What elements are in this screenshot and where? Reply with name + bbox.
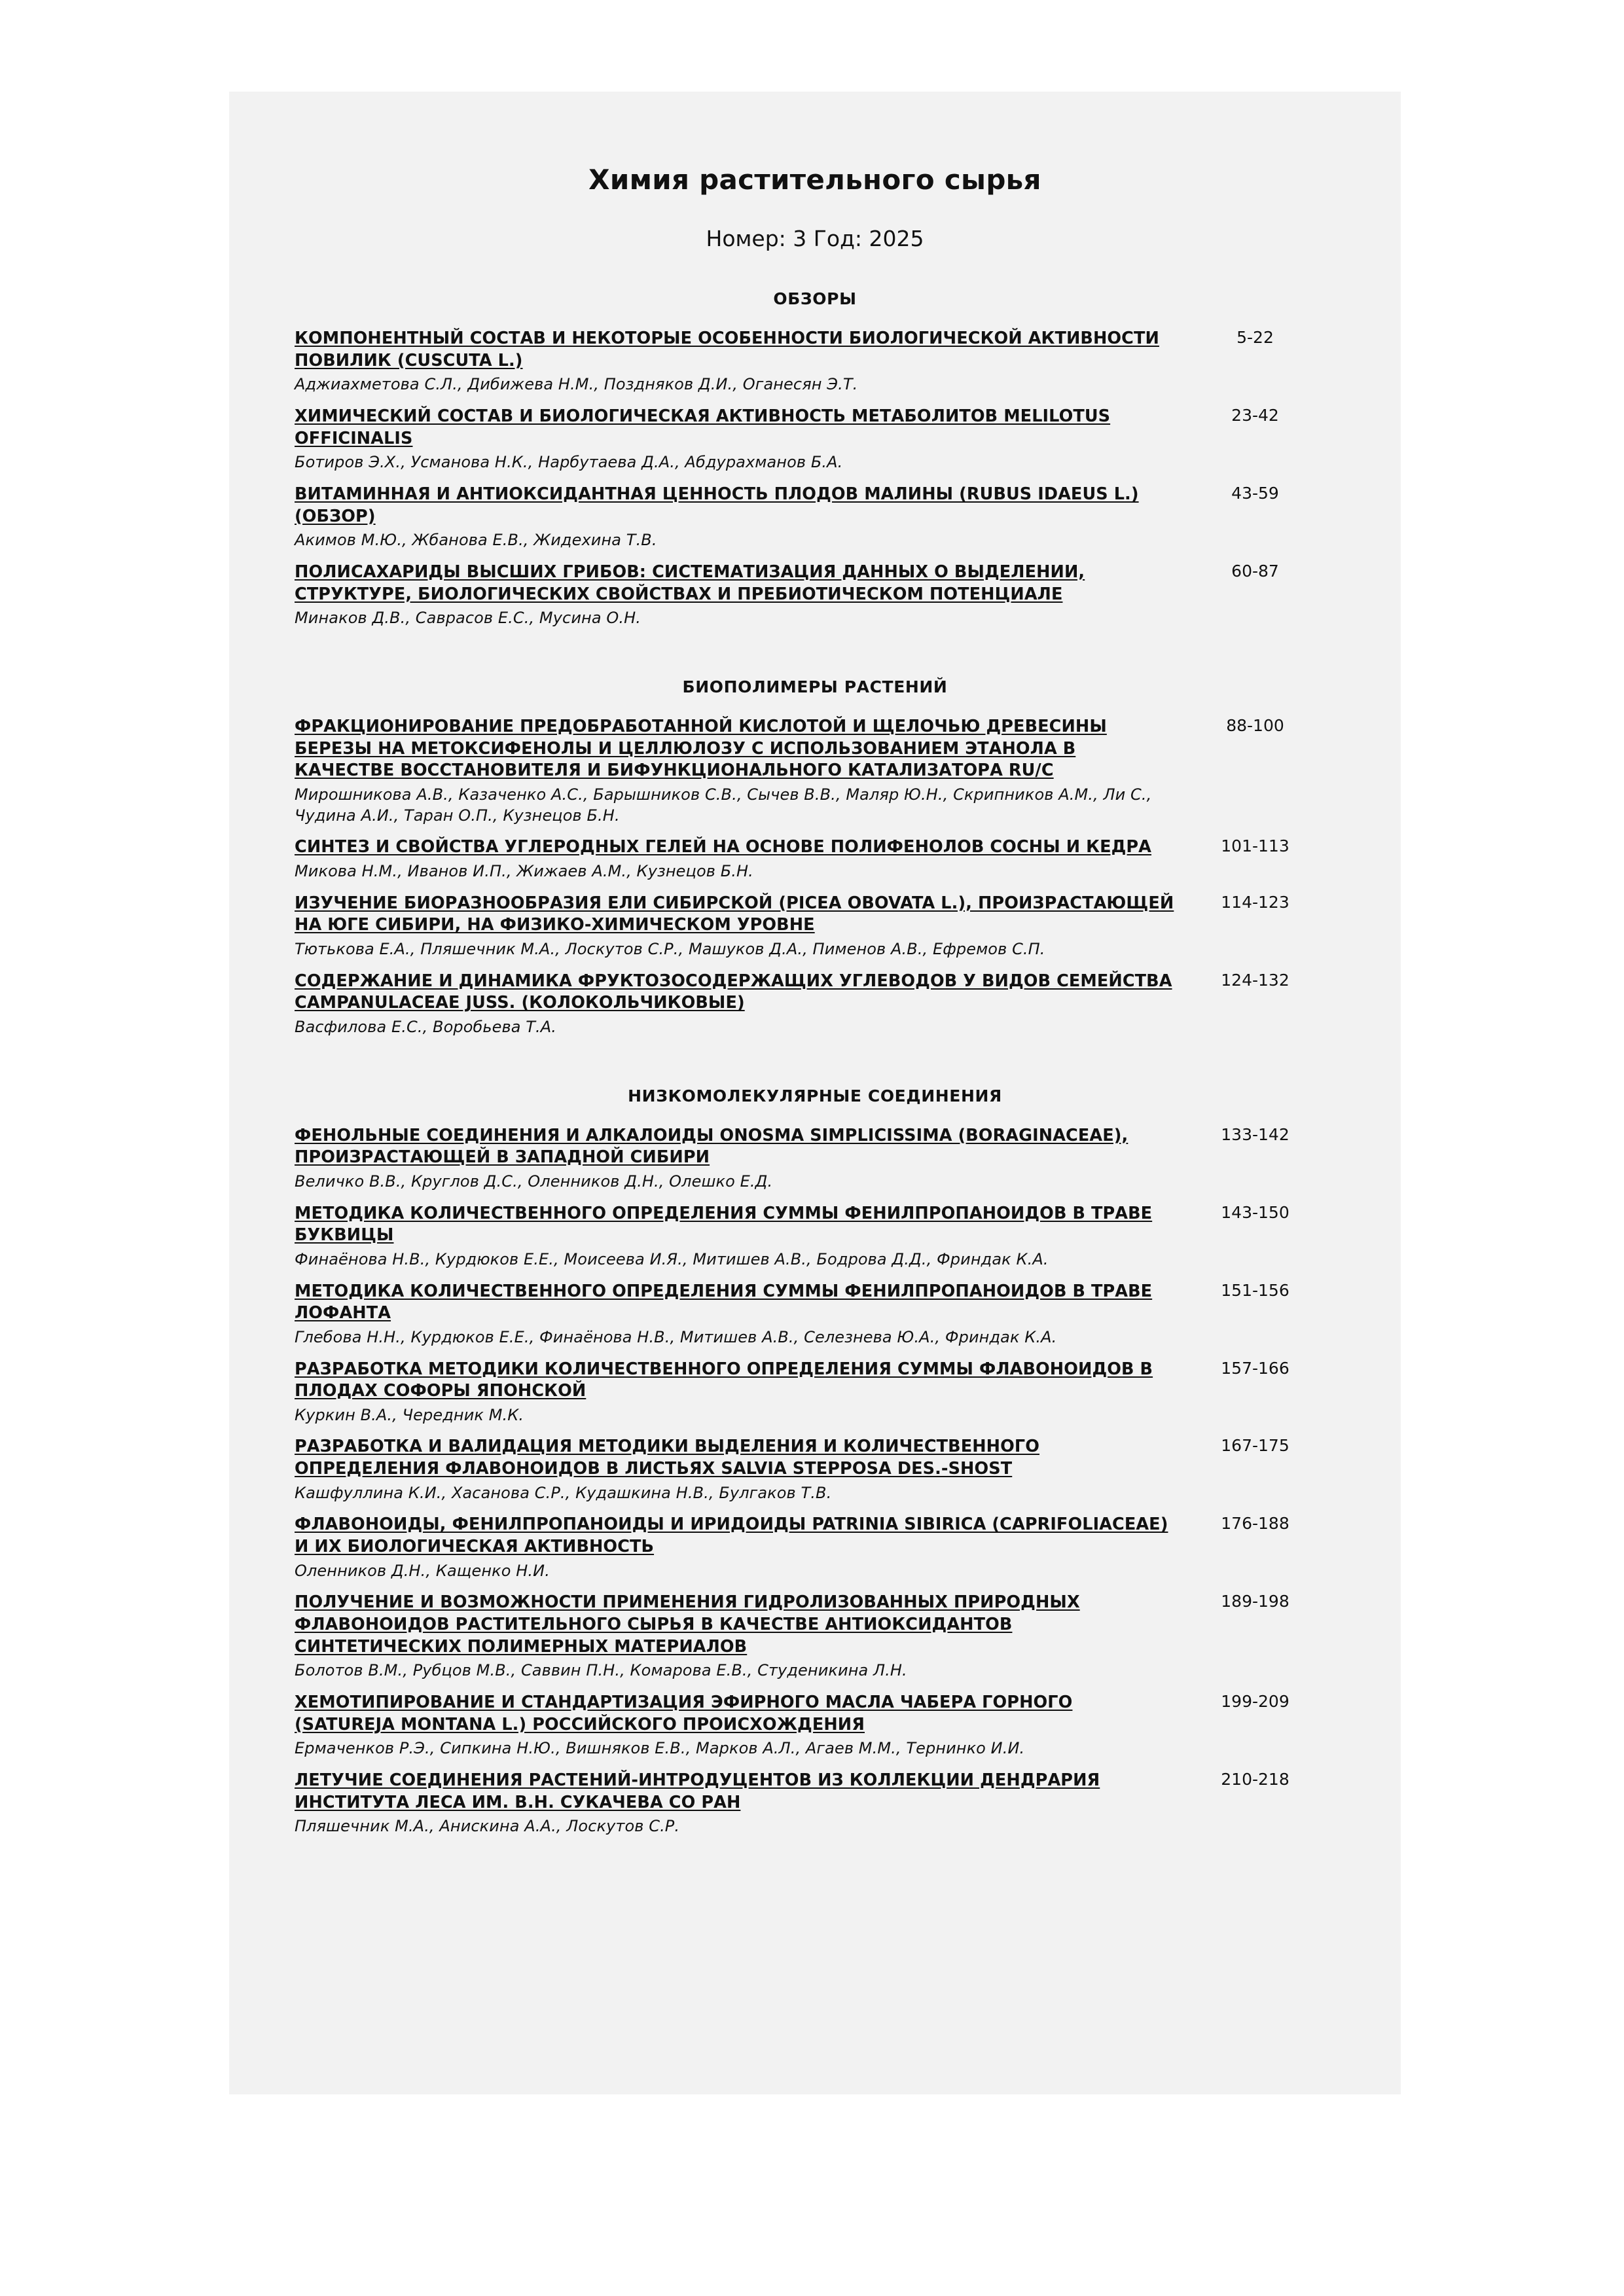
article-title[interactable]: ЛЕТУЧИЕ СОЕДИНЕНИЯ РАСТЕНИЙ-ИНТРОДУЦЕНТОВ ИЗ КОЛЛЕКЦИИ ДЕНДРАРИЯ ИНСТИТУТА ЛЕСА ИМ. В.Н. СУКАЧЕВА СО РАН [295,1770,1100,1812]
article-authors: Кашфуллина К.И., Хасанова С.Р., Кудашкина Н.В., Булгаков Т.В. [295,1483,832,1502]
table-row[interactable] [295,836,1335,892]
article-pages: 199-209 [1221,1692,1290,1712]
table-row[interactable] [295,328,1335,406]
article-pages: 124-132 [1221,970,1290,990]
article-title[interactable]: МЕТОДИКА КОЛИЧЕСТВЕННОГО ОПРЕДЕЛЕНИЯ СУММЫ ФЕНИЛПРОПАНОИДОВ В ТРАВЕ ЛОФАНТА [295,1281,1153,1323]
article-authors: Оленников Д.Н., Кащенко Н.И. [295,1561,550,1580]
article-authors: Аджиахметова С.Л., Дибижева Н.М., Поздняков Д.И., Оганесян Э.Т. [295,375,858,394]
article-title[interactable]: ХЕМОТИПИРОВАНИЕ И СТАНДАРТИЗАЦИЯ ЭФИРНОГО МАСЛА ЧАБЕРА ГОРНОГО (SATUREJA MONTANA L.) РОССИЙСКОГО ПРОИСХОЖДЕНИЯ [295,1693,1073,1734]
article-authors: Мирошникова А.В., Казаченко А.С., Барышников С.В., Сычев В.В., Маляр Ю.Н., Скрипников А.М., Ли С., Чудина А.И., Таран О.П., Кузнецов Б.Н. [295,785,1152,825]
article-pages: 133-142 [1221,1124,1290,1144]
article-title[interactable]: СИНТЕЗ И СВОЙСТВА УГЛЕРОДНЫХ ГЕЛЕЙ НА ОСНОВЕ ПОЛИФЕНОЛОВ СОСНЫ И КЕДРА [295,837,1152,857]
article-pages: 143-150 [1221,1202,1290,1222]
section-heading-lowmolecular: НИЗКОМОЛЕКУЛЯРНЫЕ СОЕДИНЕНИЯ [628,1086,1002,1105]
table-row[interactable] [295,1281,1335,1359]
table-row[interactable] [295,406,1335,484]
article-authors: Васфилова Е.С., Воробьева Т.А. [295,1017,557,1036]
article-title[interactable]: ФЛАВОНОИДЫ, ФЕНИЛПРОПАНОИДЫ И ИРИДОИДЫ PATRINIA SIBIRICA (CAPRIFOLIACEAE) И ИХ БИОЛОГИЧЕСКАЯ АКТИВНОСТЬ [295,1515,1168,1557]
article-pages: 167-175 [1221,1436,1290,1456]
article-authors: Куркин В.А., Чередник М.К. [295,1405,524,1424]
table-row[interactable] [295,1770,1335,1848]
article-title[interactable]: ФРАКЦИОНИРОВАНИЕ ПРЕДОБРАБОТАННОЙ КИСЛОТОЙ И ЩЕЛОЧЬЮ ДРЕВЕСИНЫ БЕРЕЗЫ НА МЕТОКСИФЕНОЛЫ И ЦЕЛЛЮЛОЗУ С ИСПОЛЬЗОВАНИЕМ ЭТАНОЛА В КАЧЕСТВЕ ВОССТАНОВИТЕЛЯ И БИФУНКЦИОНАЛЬНОГО КАТАЛИЗАТОРА RU/C [295,716,1107,781]
table-row[interactable] [295,1203,1335,1281]
toc-table-lowmolecular [295,1125,1335,1848]
article-title[interactable]: ПОЛИСАХАРИДЫ ВЫСШИХ ГРИБОВ: СИСТЕМАТИЗАЦИЯ ДАННЫХ О ВЫДЕЛЕНИИ, СТРУКТУРЕ, БИОЛОГИЧЕСКИХ СВОЙСТВАХ И ПРЕБИОТИЧЕСКОМ ПОТЕНЦИАЛЕ [295,562,1085,604]
article-title[interactable]: МЕТОДИКА КОЛИЧЕСТВЕННОГО ОПРЕДЕЛЕНИЯ СУММЫ ФЕНИЛПРОПАНОИДОВ В ТРАВЕ БУКВИЦЫ [295,1203,1153,1246]
article-title[interactable]: РАЗРАБОТКА МЕТОДИКИ КОЛИЧЕСТВЕННОГО ОПРЕДЕЛЕНИЯ СУММЫ ФЛАВОНОИДОВ В ПЛОДАХ СОФОРЫ ЯПОНСКОЙ [295,1359,1153,1401]
toc-table-reviews [295,328,1335,639]
article-authors: Ермаченков Р.Э., Сипкина Н.Ю., Вишняков Е.В., Марков А.Л., Агаев М.М., Тернинко И.И. [295,1739,1025,1758]
article-authors: Ботиров Э.Х., Усманова Н.К., Нарбутаева Д.А., Абдурахманов Б.А. [295,453,843,472]
table-row[interactable] [295,1125,1335,1203]
table-row[interactable] [295,1436,1335,1514]
section-heading-reviews: ОБЗОРЫ [773,289,857,308]
article-authors: Пляшечник М.А., Анискина А.А., Лоскутов С.Р. [295,1817,680,1836]
table-row[interactable] [295,1359,1335,1437]
article-pages: 60-87 [1231,561,1279,581]
table-row[interactable] [295,562,1335,639]
article-authors: Глебова Н.Н., Курдюков Е.Е., Финаёнова Н.В., Митишев А.В., Селезнева Ю.А., Фриндак К.А. [295,1327,1057,1346]
table-row[interactable] [295,971,1335,1049]
article-title[interactable]: ИЗУЧЕНИЕ БИОРАЗНООБРАЗИЯ ЕЛИ СИБИРСКОЙ (PICEA OBOVATA L.), ПРОИЗРАСТАЮЩЕЙ НА ЮГЕ СИБИРИ, НА ФИЗИКО-ХИМИЧЕСКОМ УРОВНЕ [295,893,1174,935]
table-row[interactable] [295,1692,1335,1770]
article-authors: Финаёнова Н.В., Курдюков Е.Е., Моисеева И.Я., Митишев А.В., Бодрова Д.Д., Фриндак К.А. [295,1249,1049,1268]
journal-title: Химия растительного сырья [588,164,1041,196]
table-row[interactable] [295,484,1335,562]
section-heading-biopolymers: БИОПОЛИМЕРЫ РАСТЕНИЙ [682,677,948,696]
article-pages: 210-218 [1221,1770,1290,1789]
journal-contents-page [229,92,1401,2094]
article-authors: Болотов В.М., Рубцов М.В., Саввин П.Н., Комарова Е.В., Студеникина Л.Н. [295,1661,907,1680]
table-row[interactable] [295,893,1335,971]
article-title[interactable]: КОМПОНЕНТНЫЙ СОСТАВ И НЕКОТОРЫЕ ОСОБЕННОСТИ БИОЛОГИЧЕСКОЙ АКТИВНОСТИ ПОВИЛИК (CUSCUTA L.) [295,329,1159,370]
article-pages: 101-113 [1221,836,1290,856]
article-pages: 151-156 [1221,1280,1290,1300]
article-pages: 23-42 [1231,405,1279,425]
article-authors: Минаков Д.В., Саврасов Е.С., Мусина О.Н. [295,609,641,628]
article-authors: Тютькова Е.А., Пляшечник М.А., Лоскутов С.Р., Машуков Д.А., Пименов А.В., Ефремов С.П. [295,939,1045,958]
article-pages: 176-188 [1221,1514,1290,1534]
article-title[interactable]: РАЗРАБОТКА И ВАЛИДАЦИЯ МЕТОДИКИ ВЫДЕЛЕНИЯ И КОЛИЧЕСТВЕННОГО ОПРЕДЕЛЕНИЯ ФЛАВОНОИДОВ В ЛИСТЬЯХ SALVIA STEPPOSA DES.-SHOST [295,1437,1039,1479]
article-pages: 43-59 [1231,483,1279,503]
article-authors: Микова Н.М., Иванов И.П., Жижаев А.М., Кузнецов Б.Н. [295,861,753,880]
table-row[interactable] [295,1514,1335,1592]
article-authors: Акимов М.Ю., Жбанова Е.В., Жидехина Т.В. [295,531,657,550]
article-pages: 157-166 [1221,1358,1290,1378]
article-title[interactable]: ФЕНОЛЬНЫЕ СОЕДИНЕНИЯ И АЛКАЛОИДЫ ONOSMA SIMPLICISSIMA (BORAGINACEAE), ПРОИЗРАСТАЮЩЕЙ В ЗАПАДНОЙ СИБИРИ [295,1125,1128,1168]
article-title[interactable]: СОДЕРЖАНИЕ И ДИНАМИКА ФРУКТОЗОСОДЕРЖАЩИХ УГЛЕВОДОВ У ВИДОВ СЕМЕЙСТВА CAMPANULACEAE JUSS. (КОЛОКОЛЬЧИКОВЫЕ) [295,971,1172,1013]
article-title[interactable]: ХИМИЧЕСКИЙ СОСТАВ И БИОЛОГИЧЕСКАЯ АКТИВНОСТЬ МЕТАБОЛИТОВ MELILOTUS OFFICINALIS [295,406,1111,448]
article-pages: 189-198 [1221,1592,1290,1611]
table-row[interactable] [295,716,1335,836]
article-title[interactable]: ВИТАМИННАЯ И АНТИОКСИДАНТНАЯ ЦЕННОСТЬ ПЛОДОВ МАЛИНЫ (RUBUS IDAEUS L.) (ОБЗОР) [295,484,1139,526]
article-title[interactable]: ПОЛУЧЕНИЕ И ВОЗМОЖНОСТИ ПРИМЕНЕНИЯ ГИДРОЛИЗОВАННЫХ ПРИРОДНЫХ ФЛАВОНОИДОВ РАСТИТЕЛЬНОГО СЫРЬЯ В КАЧЕСТВЕ АНТИОКСИДАНТОВ СИНТЕТИЧЕСКИХ ПОЛИМЕРНЫХ МАТЕРИАЛОВ [295,1592,1080,1657]
toc-table-biopolymers [295,716,1335,1049]
article-authors: Величко В.В., Круглов Д.С., Оленников Д.Н., Олешко Е.Д. [295,1172,773,1191]
article-pages: 88-100 [1226,715,1284,735]
article-pages: 5-22 [1236,328,1274,347]
table-row[interactable] [295,1592,1335,1692]
issue-line: Номер: 3 Год: 2025 [706,226,924,251]
article-pages: 114-123 [1221,892,1290,912]
